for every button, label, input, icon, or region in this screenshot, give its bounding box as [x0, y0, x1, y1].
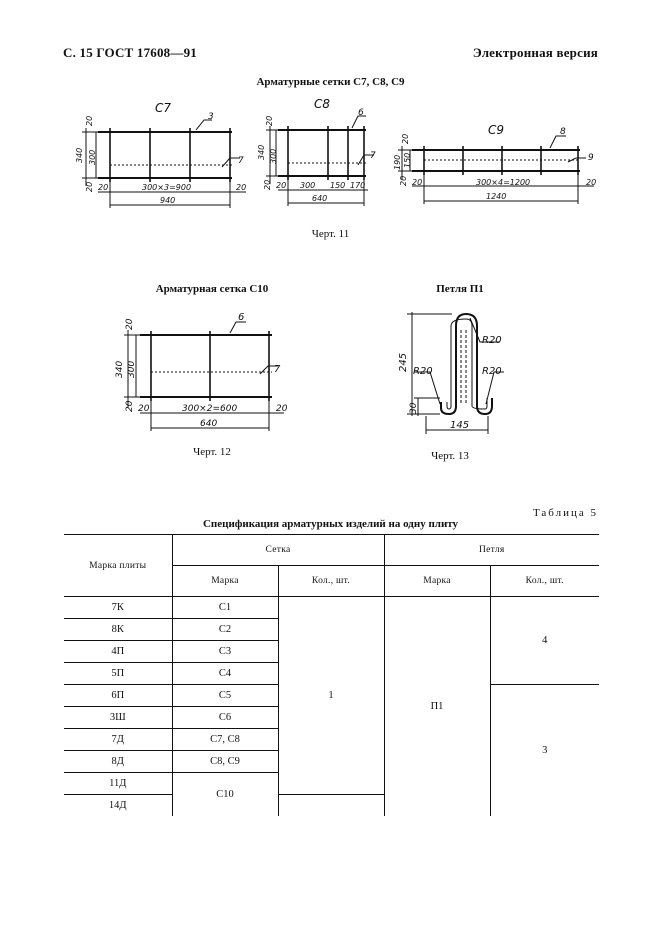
c10-dim-20-left: 20: [138, 404, 150, 414]
plate-cell: 8К: [64, 619, 172, 641]
p1-radius-top: R20: [482, 335, 502, 346]
setka-mark-cell: С5: [172, 685, 278, 707]
setka-mark-cell: С10: [172, 773, 278, 817]
p1-dim-245: 245: [398, 352, 409, 372]
c9-dim-20-left: 20: [412, 178, 423, 187]
c10-dim-20-top: 20: [125, 318, 135, 330]
c9-dim-span: 300×4=1200: [476, 178, 531, 187]
c10-dim-20-bottom: 20: [125, 400, 135, 412]
c10-dim-340: 340: [115, 360, 125, 378]
fig12-title: Арматурная сетка С10: [155, 283, 269, 295]
spec-table: [64, 534, 599, 816]
plate-cell: 5П: [64, 663, 172, 685]
c9-dim-190: 190: [393, 154, 402, 170]
setka-mark-cell: С4: [172, 663, 278, 685]
c9-dim-20-bottom: 20: [399, 175, 408, 186]
th-setka: Сетка: [172, 535, 384, 566]
c7-dim-20-left: 20: [98, 183, 109, 192]
c8-dim-20-left: 20: [276, 181, 287, 190]
c10-dim-300: 300: [127, 360, 137, 378]
c7-dim-340: 340: [75, 147, 84, 163]
plate-cell: 14Д: [64, 795, 172, 817]
setka-mark-cell: С7, С8: [172, 729, 278, 751]
mesh-c8: [266, 116, 374, 206]
setka-qty-cell: 1: [278, 597, 384, 795]
c7-dim-span: 300×3=900: [142, 183, 192, 192]
fig12-caption: Черт. 12: [193, 446, 231, 458]
c7-dim-20-top: 20: [85, 115, 94, 126]
c7-dim-20-bottom: 20: [85, 181, 94, 192]
c8-dim-170: 170: [350, 181, 366, 190]
c8-dim-300-h: 300: [300, 181, 316, 190]
c9-dim-20-right: 20: [586, 178, 597, 187]
c10-marker-7: 7: [274, 364, 281, 375]
setka-qty-cell-empty: [278, 795, 384, 817]
petlya-qty-cell-bottom: 3: [490, 685, 599, 817]
p1-dim-145: 145: [450, 420, 470, 431]
fig11-title: Арматурные сетки С7, С8, С9: [256, 76, 405, 88]
p1-radius-right: R20: [482, 366, 502, 377]
c8-marker-6: 6: [358, 108, 364, 118]
c7-dim-20-right: 20: [236, 183, 247, 192]
setka-mark-cell: С1: [172, 597, 278, 619]
p1-radius-left: R20: [413, 366, 433, 377]
c8-marker-7: 7: [370, 151, 376, 161]
c9-dim-20-top: 20: [401, 133, 410, 144]
c8-dim-20-bottom: 20: [263, 179, 272, 190]
fig11-drawing: [60, 95, 620, 220]
c8-label: С8: [314, 97, 331, 111]
c8-dim-300-v: 300: [269, 148, 278, 164]
c9-dim-150: 150: [403, 152, 412, 168]
c8-dim-total: 640: [312, 194, 328, 203]
loop-p1-shape: [441, 314, 492, 414]
th-petlya: Петля: [384, 535, 599, 566]
plate-cell: 8Д: [64, 751, 172, 773]
c8-dim-20-top: 20: [265, 115, 274, 126]
page-header-right: Электронная версия: [472, 45, 598, 60]
plate-cell: 3Ш: [64, 707, 172, 729]
th-setka-mark: Марка: [172, 566, 278, 597]
plate-cell: 7К: [64, 597, 172, 619]
c10-marker-6: 6: [238, 312, 245, 323]
setka-mark-cell: С3: [172, 641, 278, 663]
table-label: Таблица 5: [532, 507, 598, 519]
c7-marker-7: 7: [238, 156, 244, 166]
c8-dim-340: 340: [257, 144, 266, 160]
c10-dim-span: 300×2=600: [182, 404, 238, 414]
fig12-drawing: [100, 305, 300, 435]
plate-cell: 6П: [64, 685, 172, 707]
th-petlya-mark: Марка: [384, 566, 490, 597]
fig11-caption: Черт. 11: [311, 228, 350, 240]
c7-label: С7: [155, 101, 172, 115]
th-petlya-qty: Кол., шт.: [490, 566, 599, 597]
setka-mark-cell: С8, С9: [172, 751, 278, 773]
c8-dim-150: 150: [330, 181, 346, 190]
petlya-mark-cell: П1: [384, 597, 490, 817]
fig13-drawing: [385, 300, 525, 440]
fig13-caption: Черт. 13: [431, 450, 469, 462]
table-title: Спецификация арматурных изделий на одну плиту: [202, 518, 459, 530]
plate-cell: 11Д: [64, 773, 172, 795]
th-setka-qty: Кол., шт.: [278, 566, 384, 597]
th-plate-mark: Марка плиты: [64, 535, 172, 597]
c9-marker-9: 9: [588, 153, 594, 163]
c7-marker-3: 3: [208, 112, 214, 122]
page-header-left: С. 15 ГОСТ 17608—91: [63, 45, 197, 60]
c9-label: С9: [488, 123, 505, 137]
setka-mark-cell: С2: [172, 619, 278, 641]
mesh-c7: [82, 120, 246, 208]
c9-dim-total: 1240: [486, 192, 507, 201]
c10-dim-20-right: 20: [276, 404, 288, 414]
c9-marker-8: 8: [560, 127, 566, 137]
c7-dim-total: 940: [160, 196, 176, 205]
petlya-qty-cell-top: 4: [490, 597, 599, 685]
c10-dim-total: 640: [200, 419, 218, 429]
mesh-c10: [124, 322, 284, 431]
plate-cell: 4П: [64, 641, 172, 663]
plate-cell: 7Д: [64, 729, 172, 751]
setka-mark-cell: С6: [172, 707, 278, 729]
p1-dim-30: 30: [409, 402, 419, 414]
c7-dim-300: 300: [88, 149, 97, 165]
fig13-title: Петля П1: [436, 283, 484, 295]
